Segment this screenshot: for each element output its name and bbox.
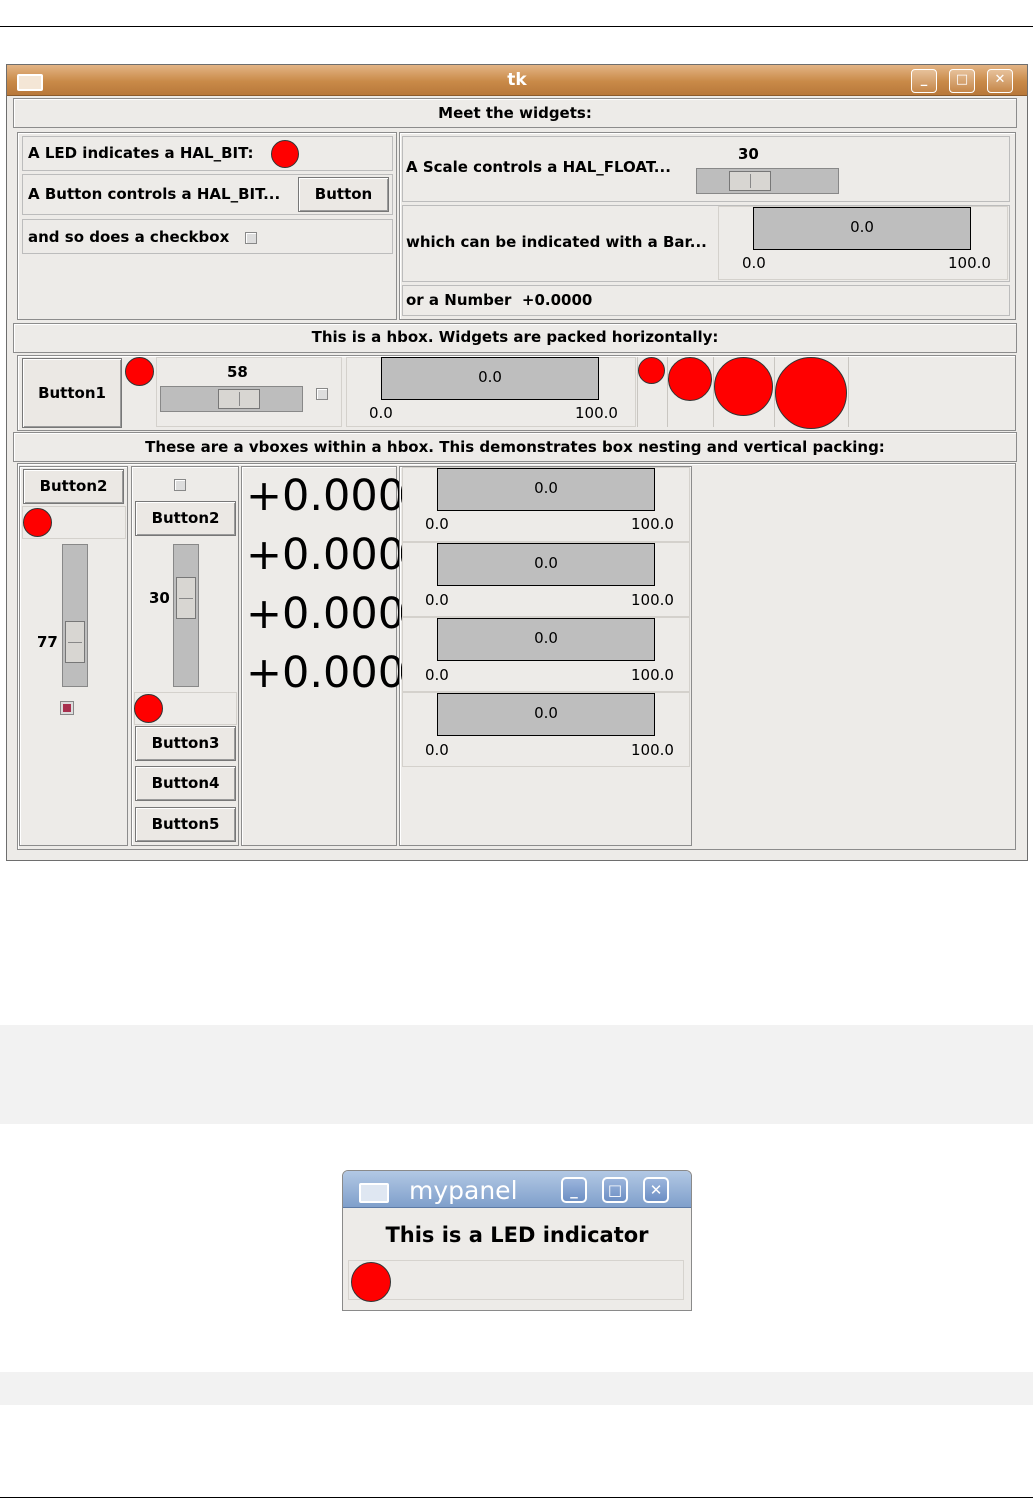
vbox4-bar-4-min: 0.0 xyxy=(425,741,449,759)
vbox2-led xyxy=(134,694,163,723)
vbox3-number-1: +0.000 xyxy=(246,471,406,521)
vbox1-scale[interactable] xyxy=(62,544,88,687)
mypanel-close-icon[interactable]: ✕ xyxy=(643,1177,669,1203)
vbox4-bar-2: 0.0 xyxy=(437,543,655,586)
mypanel-window-menu-icon[interactable] xyxy=(359,1183,389,1203)
vbox2-button3[interactable]: Button3 xyxy=(135,726,236,761)
hbox-led-xlarge xyxy=(775,357,847,429)
hbox-led-small xyxy=(638,357,665,384)
vbox2-button5[interactable]: Button5 xyxy=(135,807,236,842)
float-scale[interactable] xyxy=(696,168,839,194)
hbox-led-large xyxy=(714,357,773,416)
mypanel-window xyxy=(342,1170,692,1311)
led-label: A LED indicates a HAL_BIT: xyxy=(28,144,254,162)
scale-label: A Scale controls a HAL_FLOAT... xyxy=(406,158,671,176)
scale-value: 30 xyxy=(738,145,759,163)
hal-button[interactable]: Button xyxy=(298,177,389,212)
bottom-rule xyxy=(0,1497,1033,1498)
float-scale-thumb[interactable] xyxy=(729,171,771,191)
mypanel-title: mypanel xyxy=(409,1176,518,1205)
led-sep-2 xyxy=(667,357,668,427)
mypanel-minimize-icon[interactable]: _ xyxy=(561,1177,587,1203)
hbox-bar-max: 100.0 xyxy=(575,404,618,422)
vbox4-bar-2-max: 100.0 xyxy=(631,591,674,609)
float-bar: 0.0 xyxy=(753,207,971,250)
bar-max: 100.0 xyxy=(948,254,991,272)
mypanel-maximize-icon[interactable]: □ xyxy=(602,1177,628,1203)
number-value: +0.0000 xyxy=(521,291,593,309)
maximize-icon[interactable]: □ xyxy=(949,69,975,93)
vbox4-bar-4: 0.0 xyxy=(437,693,655,736)
vbox2-checkbox[interactable] xyxy=(174,479,186,491)
hbox-scale-value: 58 xyxy=(227,363,248,381)
hbox-header: This is a hbox. Widgets are packed horizontally: xyxy=(311,328,719,346)
vbox2-scale-thumb[interactable] xyxy=(176,577,196,619)
bar-min: 0.0 xyxy=(742,254,766,272)
hbox-bar-min: 0.0 xyxy=(369,404,393,422)
hbox-bar: 0.0 xyxy=(381,357,599,400)
button-label: A Button controls a HAL_BIT... xyxy=(28,185,281,203)
hbox-led xyxy=(125,357,154,386)
mypanel-label: This is a LED indicator xyxy=(385,1223,649,1247)
bar-label: which can be indicated with a Bar... xyxy=(406,233,707,251)
vbox-header: These are a vboxes within a hbox. This demonstrates box nesting and vertical packing: xyxy=(145,438,885,456)
meet-widgets-header: Meet the widgets: xyxy=(438,104,592,122)
mypanel-titlebar[interactable] xyxy=(343,1171,691,1208)
vbox2-scale-value: 30 xyxy=(149,589,170,607)
vbox4-bar-3-min: 0.0 xyxy=(425,666,449,684)
led-indicator xyxy=(271,140,299,168)
code-block-1 xyxy=(0,1025,1033,1124)
hbox-scale[interactable] xyxy=(160,386,303,412)
checkbox-label: and so does a checkbox xyxy=(28,228,230,246)
vbox4-bar-4-max: 100.0 xyxy=(631,741,674,759)
number-label-text: or a Number xyxy=(406,291,512,309)
checkbox[interactable] xyxy=(245,232,257,244)
hbox-checkbox[interactable] xyxy=(316,388,328,400)
vbox4-bar-1: 0.0 xyxy=(437,468,655,511)
vbox1-scale-thumb[interactable] xyxy=(65,621,85,663)
vbox4-bar-3: 0.0 xyxy=(437,618,655,661)
mypanel-led xyxy=(351,1262,391,1302)
hbox-scale-thumb[interactable] xyxy=(218,389,260,409)
led-sep-5 xyxy=(848,357,849,427)
vbox1-button2[interactable]: Button2 xyxy=(23,469,124,504)
mypanel-led-row xyxy=(348,1260,684,1300)
code-block-2 xyxy=(0,1372,1033,1405)
hbox-led-medium xyxy=(668,357,712,401)
vbox1-checkbox[interactable] xyxy=(61,702,73,714)
top-rule xyxy=(0,26,1033,27)
vbox2-button2[interactable]: Button2 xyxy=(135,501,236,536)
vbox3-number-2: +0.000 xyxy=(246,530,406,580)
vbox4-bar-3-max: 100.0 xyxy=(631,666,674,684)
vbox4-bar-1-min: 0.0 xyxy=(425,515,449,533)
close-icon[interactable]: ✕ xyxy=(987,69,1013,93)
vbox2-button4[interactable]: Button4 xyxy=(135,766,236,801)
vbox4-bar-1-max: 100.0 xyxy=(631,515,674,533)
tk-titlebar[interactable] xyxy=(7,65,1027,96)
vbox2-scale[interactable] xyxy=(173,544,199,687)
vbox1-scale-value: 77 xyxy=(37,633,58,651)
vbox1-led xyxy=(23,508,52,537)
button1[interactable]: Button1 xyxy=(22,358,122,428)
tk-window-title: tk xyxy=(507,70,527,90)
vbox3-number-3: +0.000 xyxy=(246,589,406,639)
vbox3-number-4: +0.000 xyxy=(246,648,406,698)
number-label xyxy=(406,291,592,309)
vbox4-bar-2-min: 0.0 xyxy=(425,591,449,609)
minimize-icon[interactable]: _ xyxy=(911,69,937,93)
